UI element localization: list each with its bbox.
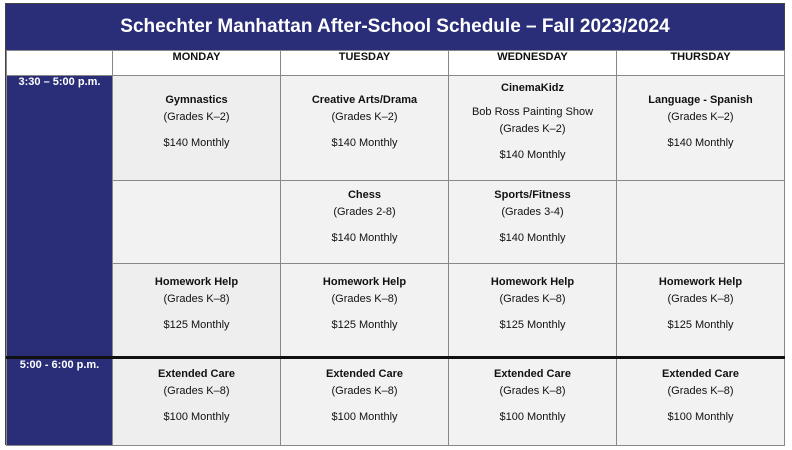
activity-cell <box>449 181 617 264</box>
activity-price: $140 Monthly <box>499 149 566 161</box>
day-header-monday: MONDAY <box>113 51 281 76</box>
activity-price: $140 Monthly <box>331 232 398 244</box>
activity-grades: (Grades 2-8) <box>333 206 396 218</box>
activity-price: $125 Monthly <box>331 319 398 331</box>
activity-grades: (Grades K–2) <box>499 123 566 135</box>
activity-cell <box>449 358 617 446</box>
schedule-table <box>6 50 785 446</box>
activity-price: $100 Monthly <box>331 411 398 423</box>
activity-grades: (Grades K–8) <box>499 293 566 305</box>
schedule-title: Schechter Manhattan After-School Schedule – Fall 2023/2024 <box>6 4 784 50</box>
activity-cell <box>449 76 617 181</box>
activity-cell <box>449 264 617 358</box>
activity-cell <box>281 358 449 446</box>
activity-grades: (Grades K–8) <box>331 385 398 397</box>
day-header-wednesday: WEDNESDAY <box>449 51 617 76</box>
schedule-frame <box>5 3 785 445</box>
activity-name: Extended Care <box>493 368 572 380</box>
activity-name: Chess <box>347 189 382 201</box>
activity-cell <box>281 76 449 181</box>
activity-name: Homework Help <box>154 276 239 288</box>
activity-price: $140 Monthly <box>331 137 398 149</box>
activity-subtitle: Bob Ross Painting Show <box>471 106 594 118</box>
activity-price: $140 Monthly <box>499 232 566 244</box>
activity-name: Extended Care <box>325 368 404 380</box>
activity-name: Gymnastics <box>165 94 228 106</box>
activity-grades: (Grades K–2) <box>667 111 734 123</box>
activity-name: CinemaKidz <box>501 82 564 94</box>
activity-grades: (Grades K–8) <box>499 385 566 397</box>
activity-name: Homework Help <box>658 276 743 288</box>
empty-cell <box>617 181 785 264</box>
activity-name: Creative Arts/Drama <box>311 94 418 106</box>
activity-cell <box>281 181 449 264</box>
day-header-thursday: THURSDAY <box>617 51 785 76</box>
activity-price: $140 Monthly <box>163 137 230 149</box>
activity-price: $125 Monthly <box>163 319 230 331</box>
activity-price: $100 Monthly <box>163 411 230 423</box>
activity-grades: (Grades K–8) <box>163 293 230 305</box>
time-slot-evening: 5:00 - 6:00 p.m. <box>7 358 113 446</box>
activity-grades: (Grades K–8) <box>667 385 734 397</box>
activity-cell <box>113 358 281 446</box>
day-header-tuesday: TUESDAY <box>281 51 449 76</box>
activity-cell <box>281 264 449 358</box>
activity-name: Sports/Fitness <box>494 189 571 201</box>
activity-name: Extended Care <box>157 368 236 380</box>
activity-name: Homework Help <box>490 276 575 288</box>
empty-cell <box>113 181 281 264</box>
activity-price: $125 Monthly <box>499 319 566 331</box>
activity-grades: (Grades K–2) <box>331 111 398 123</box>
activity-grades: (Grades K–2) <box>163 111 230 123</box>
activity-cell <box>113 76 281 181</box>
time-slot-afternoon: 3:30 – 5:00 p.m. <box>7 76 113 358</box>
activity-cell <box>617 76 785 181</box>
activity-cell <box>113 264 281 358</box>
activity-grades: (Grades K–8) <box>163 385 230 397</box>
activity-name: Homework Help <box>322 276 407 288</box>
activity-cell <box>617 264 785 358</box>
activity-name: Extended Care <box>661 368 740 380</box>
activity-grades: (Grades 3-4) <box>501 206 564 218</box>
activity-price: $140 Monthly <box>667 137 734 149</box>
activity-cell <box>617 358 785 446</box>
activity-price: $100 Monthly <box>499 411 566 423</box>
activity-grades: (Grades K–8) <box>667 293 734 305</box>
activity-price: $100 Monthly <box>667 411 734 423</box>
activity-grades: (Grades K–8) <box>331 293 398 305</box>
activity-price: $125 Monthly <box>667 319 734 331</box>
activity-name: Language - Spanish <box>648 94 753 106</box>
corner-header <box>7 51 113 76</box>
